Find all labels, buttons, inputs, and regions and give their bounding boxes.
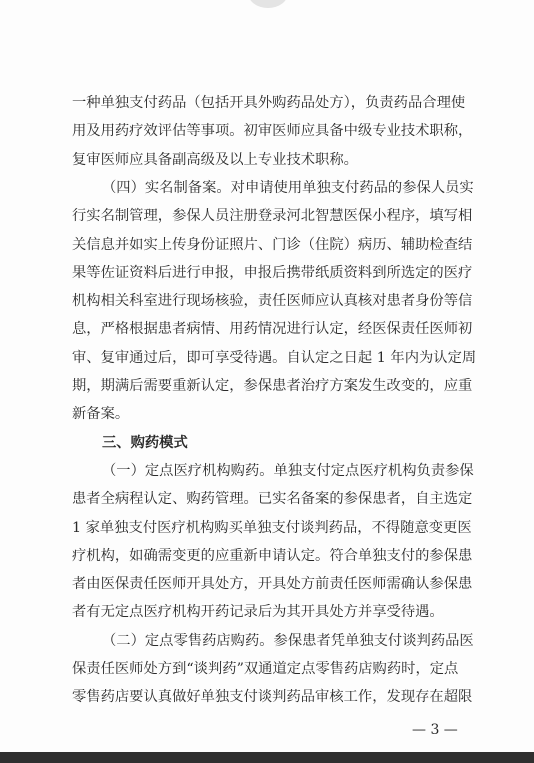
text-line: 保责任医师处方到“谈判药”双通道定点零售药店购药时，定点 (72, 661, 459, 677)
text-line: 息，严格根据患者病情、用药情况进行认定，经医保责任医师初 (72, 321, 473, 338)
section-heading: 三、购药模式 (102, 434, 188, 451)
text-line: 1 家单独支付医疗机构购买单独支付谈判药品，不得随意变更医 (72, 519, 472, 536)
text-line: 疗机构，如确需变更的应重新申请认定。符合单独支付的参保患 (72, 547, 473, 564)
text-line: 零售药店要认真做好单独支付谈判药品审核工作，发现存在超限 (72, 689, 473, 706)
text-line: 果等佐证资料后进行申报，申报后携带纸质资料到所选定的医疗 (72, 264, 473, 281)
text-line: 者有无定点医疗机构开药记录后为其开具处方并享受待遇。 (72, 604, 444, 621)
text-line: 一种单独支付药品（包括开具外购药品处方），负责药品合理使 (72, 95, 466, 111)
text-line: 新备案。 (72, 406, 130, 423)
text-line: 期，期满后需要重新认定，参保患者治疗方案发生改变的，应重 (72, 378, 473, 394)
text-line: 用及用药疗效评估等事项。初审医师应具备中级专业技术职称， (72, 123, 473, 140)
text-line: 关信息并如实上传身份证照片、门诊（住院）病历、辅助检查结 (72, 236, 473, 253)
text-line: 复审医师应具备副高级及以上专业技术职称。 (72, 151, 358, 168)
text-line: 患者全病程认定、购药管理。已实名备案的参保患者，自主选定 (72, 491, 473, 508)
paragraph-start-line: （二）定点零售药店购药。参保患者凭单独支付谈判药品医 (102, 632, 474, 649)
paragraph-start-line: （一）定点医疗机构购药。单独支付定点医疗机构负责参保 (102, 462, 474, 479)
text-line: 行实名制管理，参保人员注册登录河北智慧医保小程序，填写相 (72, 208, 473, 225)
text-line: 机构相关科室进行现场核验，责任医师应认真核对患者身份等信 (72, 293, 473, 310)
page-number: — 3 — (412, 722, 458, 739)
bottom-toolbar-strip (0, 752, 534, 763)
page-tab-indicator (248, 0, 288, 8)
text-line: 审、复审通过后，即可享受待遇。自认定之日起 1 年内为认定周 (72, 349, 477, 366)
text-line: 者由医保责任医师开具处方，开具处方前责任医师需确认参保患 (72, 576, 473, 593)
paragraph-start-line: （四）实名制备案。对申请使用单独支付药品的参保人员实 (102, 179, 474, 196)
